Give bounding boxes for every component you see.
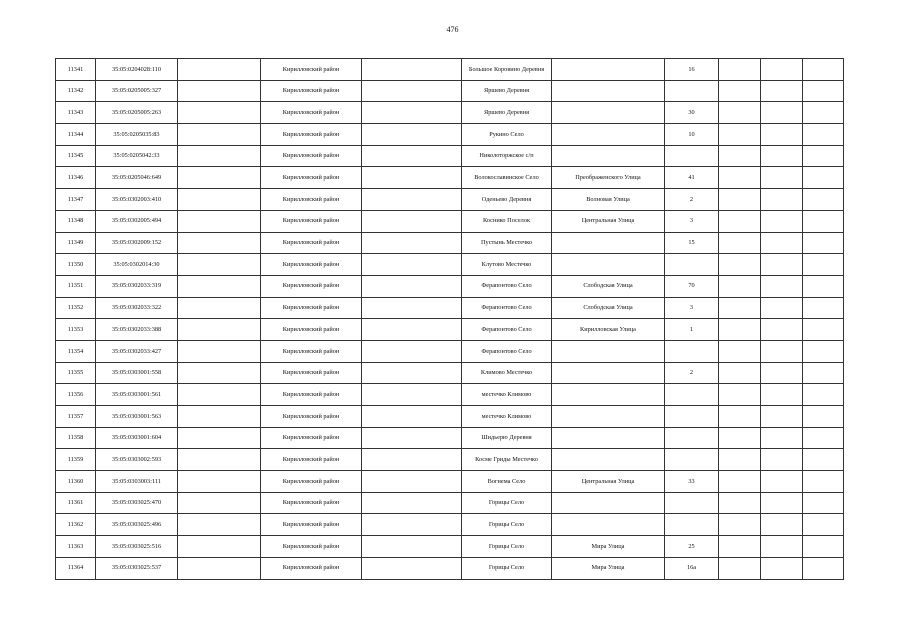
cell-blank3 — [719, 340, 761, 362]
cell-blank2 — [362, 275, 462, 297]
cell-blank2 — [362, 557, 462, 579]
cell-blank4 — [761, 427, 803, 449]
cell-street — [552, 124, 665, 146]
cell-blank3 — [719, 59, 761, 81]
cell-blank3 — [719, 124, 761, 146]
cell-street — [552, 427, 665, 449]
cell-locality: Клутово Местечко — [462, 254, 552, 276]
cell-blank4 — [761, 471, 803, 493]
cell-blank4 — [761, 59, 803, 81]
table-row — [56, 189, 844, 211]
cell-blank3 — [719, 167, 761, 189]
cell-district: Кирилловский район — [261, 471, 362, 493]
page-number: 476 — [446, 25, 459, 34]
cell-street — [552, 254, 665, 276]
cell-blank1 — [178, 319, 261, 341]
cell-blank3 — [719, 189, 761, 211]
cell-cadastral: 35:05:0302033:319 — [96, 275, 178, 297]
cell-house: 2 — [665, 189, 719, 211]
cell-house — [665, 427, 719, 449]
cell-num: 11345 — [56, 145, 96, 167]
cell-blank1 — [178, 536, 261, 558]
cell-street: Волновая Улица — [552, 189, 665, 211]
table-row — [56, 102, 844, 124]
cell-blank4 — [761, 145, 803, 167]
cell-blank5 — [803, 319, 844, 341]
cell-num: 11355 — [56, 362, 96, 384]
cell-blank2 — [362, 362, 462, 384]
cell-blank4 — [761, 297, 803, 319]
cell-blank2 — [362, 59, 462, 81]
cell-num: 11360 — [56, 471, 96, 493]
cell-blank5 — [803, 167, 844, 189]
cell-blank4 — [761, 210, 803, 232]
cell-blank5 — [803, 102, 844, 124]
cell-blank3 — [719, 384, 761, 406]
cell-locality: Пустынь Местечко — [462, 232, 552, 254]
cell-blank1 — [178, 275, 261, 297]
cell-street: Слободская Улица — [552, 275, 665, 297]
table-row — [56, 210, 844, 232]
cell-blank3 — [719, 275, 761, 297]
cell-district: Кирилловский район — [261, 340, 362, 362]
cell-blank3 — [719, 362, 761, 384]
cell-blank5 — [803, 536, 844, 558]
cell-blank2 — [362, 167, 462, 189]
cell-num: 11354 — [56, 340, 96, 362]
cell-locality: Косме Гриды Местечко — [462, 449, 552, 471]
cell-num: 11347 — [56, 189, 96, 211]
cell-blank2 — [362, 254, 462, 276]
cell-cadastral: 35:05:0302014:30 — [96, 254, 178, 276]
cell-blank1 — [178, 514, 261, 536]
cell-street: Мира Улица — [552, 536, 665, 558]
cell-cadastral: 35:05:0302033:388 — [96, 319, 178, 341]
cell-locality: Яршево Деревня — [462, 80, 552, 102]
cell-blank4 — [761, 189, 803, 211]
cell-district: Кирилловский район — [261, 536, 362, 558]
cell-blank2 — [362, 427, 462, 449]
cell-district: Кирилловский район — [261, 319, 362, 341]
cell-house: 10 — [665, 124, 719, 146]
cell-cadastral: 35:05:0205046:649 — [96, 167, 178, 189]
cell-blank1 — [178, 102, 261, 124]
cell-locality: Климово Местечко — [462, 362, 552, 384]
cell-blank2 — [362, 232, 462, 254]
cell-locality: Ферапонтово Село — [462, 297, 552, 319]
cell-cadastral: 35:05:0302033:322 — [96, 297, 178, 319]
cell-blank3 — [719, 449, 761, 471]
cell-cadastral: 35:05:0303001:563 — [96, 406, 178, 428]
cell-house — [665, 254, 719, 276]
cell-street — [552, 362, 665, 384]
cell-blank4 — [761, 492, 803, 514]
cell-blank2 — [362, 449, 462, 471]
cell-blank2 — [362, 145, 462, 167]
cell-cadastral: 35:05:0204028:110 — [96, 59, 178, 81]
cell-house: 33 — [665, 471, 719, 493]
table-row — [56, 59, 844, 81]
cell-num: 11351 — [56, 275, 96, 297]
cell-district: Кирилловский район — [261, 427, 362, 449]
cell-locality: Горицы Село — [462, 514, 552, 536]
cell-blank3 — [719, 102, 761, 124]
cell-blank5 — [803, 210, 844, 232]
cell-street: Мира Улица — [552, 557, 665, 579]
cell-locality: Николоторжское с/п — [462, 145, 552, 167]
cell-blank2 — [362, 536, 462, 558]
table-row — [56, 557, 844, 579]
cell-house — [665, 449, 719, 471]
cell-street — [552, 514, 665, 536]
cell-blank5 — [803, 492, 844, 514]
table-row — [56, 275, 844, 297]
table-row — [56, 297, 844, 319]
cell-street — [552, 492, 665, 514]
cell-blank4 — [761, 319, 803, 341]
cell-district: Кирилловский район — [261, 167, 362, 189]
cell-district: Кирилловский район — [261, 406, 362, 428]
cell-blank3 — [719, 406, 761, 428]
cell-district: Кирилловский район — [261, 80, 362, 102]
cell-blank4 — [761, 232, 803, 254]
cell-num: 11348 — [56, 210, 96, 232]
cell-num: 11357 — [56, 406, 96, 428]
cell-locality: Вогнема Село — [462, 471, 552, 493]
cell-district: Кирилловский район — [261, 254, 362, 276]
cell-house — [665, 406, 719, 428]
cell-blank4 — [761, 384, 803, 406]
cell-house — [665, 492, 719, 514]
cell-district: Кирилловский район — [261, 557, 362, 579]
cell-house — [665, 145, 719, 167]
cell-blank1 — [178, 557, 261, 579]
cell-blank3 — [719, 471, 761, 493]
cell-district: Кирилловский район — [261, 492, 362, 514]
cell-cadastral: 35:05:0302009:152 — [96, 232, 178, 254]
cell-num: 11342 — [56, 80, 96, 102]
cell-locality: Оденьево Деревня — [462, 189, 552, 211]
cell-blank4 — [761, 275, 803, 297]
cell-street — [552, 340, 665, 362]
cell-house: 41 — [665, 167, 719, 189]
cell-locality: Горицы Село — [462, 536, 552, 558]
cell-house: 70 — [665, 275, 719, 297]
cell-street — [552, 406, 665, 428]
cell-blank3 — [719, 514, 761, 536]
cell-locality: Рукино Село — [462, 124, 552, 146]
cell-house — [665, 340, 719, 362]
cell-blank4 — [761, 167, 803, 189]
cell-num: 11364 — [56, 557, 96, 579]
cell-street: Преображенского Улица — [552, 167, 665, 189]
cell-blank5 — [803, 145, 844, 167]
cell-blank3 — [719, 254, 761, 276]
cell-blank4 — [761, 124, 803, 146]
table-row — [56, 145, 844, 167]
cell-house: 16а — [665, 557, 719, 579]
table-row — [56, 514, 844, 536]
cell-blank2 — [362, 514, 462, 536]
cell-cadastral: 35:05:0303025:496 — [96, 514, 178, 536]
cell-blank2 — [362, 319, 462, 341]
cell-locality: Ферапонтово Село — [462, 275, 552, 297]
cell-cadastral: 35:05:0303001:604 — [96, 427, 178, 449]
table-row — [56, 536, 844, 558]
cell-blank2 — [362, 124, 462, 146]
cell-district: Кирилловский район — [261, 275, 362, 297]
cell-locality: Шидьерю Деревня — [462, 427, 552, 449]
cell-blank3 — [719, 145, 761, 167]
cell-street: Слободская Улица — [552, 297, 665, 319]
cell-blank1 — [178, 340, 261, 362]
cell-num: 11346 — [56, 167, 96, 189]
cell-blank5 — [803, 80, 844, 102]
cell-locality: Горицы Село — [462, 557, 552, 579]
cell-locality: Коснико Поселок — [462, 210, 552, 232]
cell-blank4 — [761, 514, 803, 536]
cell-blank4 — [761, 80, 803, 102]
cell-blank1 — [178, 406, 261, 428]
cell-blank1 — [178, 492, 261, 514]
cell-house: 3 — [665, 297, 719, 319]
table-row — [56, 449, 844, 471]
cell-num: 11352 — [56, 297, 96, 319]
cell-street — [552, 59, 665, 81]
cell-cadastral: 35:05:0302003:410 — [96, 189, 178, 211]
cell-cadastral: 35:05:0303002:593 — [96, 449, 178, 471]
cell-blank4 — [761, 340, 803, 362]
cell-district: Кирилловский район — [261, 449, 362, 471]
cell-cadastral: 35:05:0302005:494 — [96, 210, 178, 232]
cell-street: Центральная Улица — [552, 210, 665, 232]
cell-district: Кирилловский район — [261, 145, 362, 167]
cell-district: Кирилловский район — [261, 189, 362, 211]
cell-num: 11341 — [56, 59, 96, 81]
cell-num: 11359 — [56, 449, 96, 471]
cell-blank3 — [719, 297, 761, 319]
cell-num: 11356 — [56, 384, 96, 406]
cell-blank5 — [803, 275, 844, 297]
cell-blank2 — [362, 492, 462, 514]
cell-blank5 — [803, 514, 844, 536]
cell-blank2 — [362, 80, 462, 102]
cell-cadastral: 35:05:0302033:427 — [96, 340, 178, 362]
cell-blank5 — [803, 427, 844, 449]
registry-table — [55, 58, 844, 580]
cell-cadastral: 35:05:0205005:263 — [96, 102, 178, 124]
cell-blank2 — [362, 102, 462, 124]
cell-num: 11362 — [56, 514, 96, 536]
cell-blank1 — [178, 145, 261, 167]
cell-cadastral: 35:05:0303001:561 — [96, 384, 178, 406]
cell-district: Кирилловский район — [261, 384, 362, 406]
cell-blank4 — [761, 449, 803, 471]
cell-blank5 — [803, 232, 844, 254]
cell-blank1 — [178, 471, 261, 493]
cell-blank4 — [761, 536, 803, 558]
table-row — [56, 167, 844, 189]
cell-blank5 — [803, 449, 844, 471]
cell-district: Кирилловский район — [261, 514, 362, 536]
table-row — [56, 471, 844, 493]
table-row — [56, 319, 844, 341]
cell-num: 11361 — [56, 492, 96, 514]
cell-blank4 — [761, 557, 803, 579]
cell-blank2 — [362, 406, 462, 428]
cell-street: Кирилловская Улица — [552, 319, 665, 341]
cell-locality: Ферапонтово Село — [462, 319, 552, 341]
cell-blank5 — [803, 124, 844, 146]
cell-district: Кирилловский район — [261, 59, 362, 81]
registry-rows — [56, 59, 844, 580]
cell-blank4 — [761, 362, 803, 384]
cell-blank5 — [803, 406, 844, 428]
cell-district: Кирилловский район — [261, 210, 362, 232]
cell-locality: Ферапонтово Село — [462, 340, 552, 362]
cell-locality: местечко Климово — [462, 406, 552, 428]
cell-locality: Волокославинское Село — [462, 167, 552, 189]
cell-num: 11358 — [56, 427, 96, 449]
cell-blank3 — [719, 492, 761, 514]
table-row — [56, 406, 844, 428]
cell-num: 11344 — [56, 124, 96, 146]
cell-blank2 — [362, 384, 462, 406]
cell-street — [552, 80, 665, 102]
cell-blank2 — [362, 189, 462, 211]
cell-cadastral: 35:05:0303001:558 — [96, 362, 178, 384]
cell-street — [552, 102, 665, 124]
cell-blank2 — [362, 340, 462, 362]
cell-house: 16 — [665, 59, 719, 81]
cell-num: 11350 — [56, 254, 96, 276]
cell-blank3 — [719, 536, 761, 558]
cell-blank1 — [178, 384, 261, 406]
cell-cadastral: 35:05:0303025:470 — [96, 492, 178, 514]
cell-locality: местечко Климово — [462, 384, 552, 406]
cell-blank5 — [803, 471, 844, 493]
cell-district: Кирилловский район — [261, 102, 362, 124]
cell-locality: Горицы Село — [462, 492, 552, 514]
cell-blank1 — [178, 427, 261, 449]
cell-cadastral: 35:05:0205042:33 — [96, 145, 178, 167]
cell-blank1 — [178, 189, 261, 211]
cell-blank1 — [178, 254, 261, 276]
cell-blank3 — [719, 427, 761, 449]
table-row — [56, 124, 844, 146]
cell-blank1 — [178, 59, 261, 81]
cell-blank1 — [178, 297, 261, 319]
table-row — [56, 492, 844, 514]
cell-house: 15 — [665, 232, 719, 254]
cell-blank5 — [803, 557, 844, 579]
cell-blank5 — [803, 254, 844, 276]
cell-num: 11349 — [56, 232, 96, 254]
cell-house: 30 — [665, 102, 719, 124]
cell-num: 11363 — [56, 536, 96, 558]
cell-blank5 — [803, 362, 844, 384]
cell-blank4 — [761, 254, 803, 276]
cell-num: 11353 — [56, 319, 96, 341]
cell-blank5 — [803, 384, 844, 406]
cell-district: Кирилловский район — [261, 362, 362, 384]
cell-house: 3 — [665, 210, 719, 232]
table-row — [56, 427, 844, 449]
cell-street: Центральная Улица — [552, 471, 665, 493]
cell-blank1 — [178, 124, 261, 146]
cell-blank1 — [178, 449, 261, 471]
cell-house: 25 — [665, 536, 719, 558]
cell-blank5 — [803, 340, 844, 362]
cell-street — [552, 384, 665, 406]
cell-blank4 — [761, 406, 803, 428]
cell-blank3 — [719, 232, 761, 254]
cell-num: 11343 — [56, 102, 96, 124]
cell-blank2 — [362, 471, 462, 493]
cell-blank1 — [178, 362, 261, 384]
cell-blank5 — [803, 59, 844, 81]
table-row — [56, 340, 844, 362]
table-row — [56, 80, 844, 102]
cell-blank4 — [761, 102, 803, 124]
cell-street — [552, 145, 665, 167]
cell-blank2 — [362, 210, 462, 232]
cell-blank1 — [178, 232, 261, 254]
cell-street — [552, 232, 665, 254]
cell-cadastral: 35:05:0303003:111 — [96, 471, 178, 493]
cell-cadastral: 35:05:0303025:537 — [96, 557, 178, 579]
cell-blank3 — [719, 80, 761, 102]
cell-blank1 — [178, 167, 261, 189]
cell-cadastral: 35:05:0303025:516 — [96, 536, 178, 558]
table-row — [56, 384, 844, 406]
cell-house: 2 — [665, 362, 719, 384]
cell-blank2 — [362, 297, 462, 319]
cell-house — [665, 384, 719, 406]
cell-blank5 — [803, 189, 844, 211]
cell-house: 1 — [665, 319, 719, 341]
table-row — [56, 232, 844, 254]
cell-cadastral: 35:05:0205035:83 — [96, 124, 178, 146]
cell-blank1 — [178, 210, 261, 232]
cell-blank3 — [719, 319, 761, 341]
cell-blank3 — [719, 557, 761, 579]
cell-district: Кирилловский район — [261, 232, 362, 254]
cell-district: Кирилловский район — [261, 297, 362, 319]
cell-blank1 — [178, 80, 261, 102]
cell-street — [552, 449, 665, 471]
cell-blank5 — [803, 297, 844, 319]
cell-blank3 — [719, 210, 761, 232]
cell-house — [665, 80, 719, 102]
cell-district: Кирилловский район — [261, 124, 362, 146]
cell-locality: Яршево Деревня — [462, 102, 552, 124]
table-row — [56, 254, 844, 276]
table-row — [56, 362, 844, 384]
cell-locality: Большое Коровино Деревня — [462, 59, 552, 81]
cell-house — [665, 514, 719, 536]
cell-cadastral: 35:05:0205005:327 — [96, 80, 178, 102]
